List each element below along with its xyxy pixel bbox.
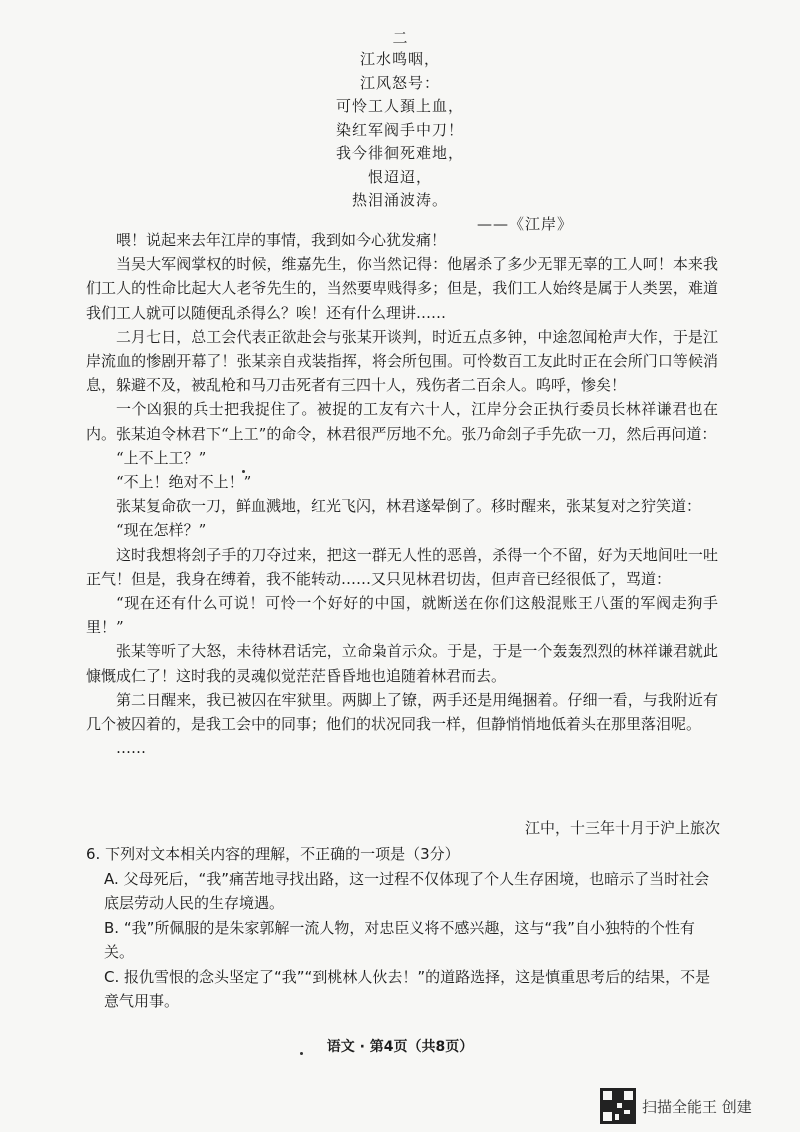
- scan-speck: [300, 1052, 303, 1055]
- scanner-watermark: [600, 1088, 752, 1124]
- paragraph: 当吴大军阀掌权的时候，维嘉先生，你当然记得：他屠杀了多少无罪无辜的工人呵！本来我们工人的性命比起大人老爷先生的，当然要卑贱得多；但是，我们工人始终是属于人类罢，难道我们工人就可以随便乱杀得么？唉！还有什么理讲……: [86, 255, 718, 322]
- article-body: [86, 228, 718, 760]
- option-a: A. 父母死后，“我”痛苦地寻找出路，这一过程不仅体现了个人生存困境，也暗示了当时社会底层劳动人民的生存境遇。: [104, 869, 710, 912]
- paragraph: 喂！说起来去年江岸的事情，我到如今心犹发痛！: [116, 231, 447, 249]
- signature: 江中，十三年十月于沪上旅次: [524, 819, 720, 837]
- poem-line: 染红军阀手中刀！: [335, 120, 464, 139]
- paragraph: 张某复命砍一刀，鲜血溅地，红光飞闪，林君遂晕倒了。移时醒来，张某复对之狞笑道：: [116, 497, 702, 516]
- paragraph: 张某等听了大怒，未待林君话完，立命枭首示众。于是，于是一个轰轰烈烈的林祥谦君就此慷慨成仁了！这时我的灵魂似觉茫茫昏昏地也追随着林君而去。: [86, 642, 718, 685]
- poem-block: [0, 28, 800, 236]
- qr-code-icon: [600, 1088, 636, 1124]
- paragraph: 这时我想将刽子手的刀夺过来，把这一群无人性的恶兽，杀得一个不留，好为天地间吐一吐正气！但是，我身在缚着，我不能转动……又只见林君切齿，但声音已经很低了，骂道：: [86, 545, 718, 588]
- question-title: 6. 下列对文本相关内容的理解，不正确的一项是（3分）: [86, 845, 460, 863]
- question-block: [86, 842, 718, 1014]
- page-footer: 语文 · 第4页（共8页）: [326, 1039, 474, 1055]
- poem-line: 可怜工人頚上血，: [335, 97, 464, 115]
- paragraph: 一个凶狠的兵士把我捉住了。被捉的工友有六十人，江岸分会正执行委员长林祥谦君也在内。张某迫令林君下“上工”的命令，林君很严厉地不允。张乃命刽子手先砍一刀，然后再问道：: [86, 400, 718, 443]
- paragraph: 第二日醒来，我已被囚在牢狱里。两脚上了镣，两手还是用绳捆着。仔细一看，与我附近有几个被囚着的，是我工会中的同事；他们的状况同我一样，但静悄悄地低着头在那里落泪呢。: [86, 690, 718, 734]
- paragraph: “不上！绝对不上！”: [116, 473, 252, 492]
- paragraph: “上不上工？”: [116, 448, 207, 467]
- watermark-text: 扫描全能王 创建: [642, 1097, 752, 1116]
- poem-source: ——《江岸》: [476, 214, 573, 233]
- paragraph: “现在还有什么可说！可怜一个好好的中国，就断送在你们这般混账王八蛋的军阀走狗手里！”: [86, 594, 718, 637]
- poem-line: 恨迢迢，: [367, 167, 432, 186]
- ellipsis: ……: [116, 739, 146, 758]
- paragraph: 二月七日，总工会代表正欲赴会与张某开谈判，时近五点多钟，中途忽闻枪声大作，于是江岸流血的惨剧开幕了！张某亲自戎装指挥，将会所包围。可怜数百工友此时正在会所门口等候消息，躲避不及，被乱枪和马刀击死者有三四十人，残伤者二百余人。呜呼，惨矣！: [86, 327, 718, 395]
- poem-line: 我今徘徊死难地，: [335, 144, 464, 162]
- scan-speck: [242, 470, 245, 473]
- poem-line: 热泪涌波涛。: [351, 191, 448, 209]
- option-c: C. 报仇雪恨的念头坚定了“我”“到桃林人伙去！”的道路选择，这是慎重思考后的结果，不是意气用事。: [104, 967, 711, 1010]
- paragraph: “现在怎样？”: [116, 521, 207, 540]
- poem-line: 江水鸣咽，: [359, 50, 440, 68]
- poem-line: 江风怒号：: [359, 73, 440, 92]
- section-number: 二: [392, 29, 408, 47]
- option-b: B. “我”所佩服的是朱家郭解一流人物，对忠臣义将不感兴趣，这与“我”自小独特的个性有关。: [104, 918, 695, 961]
